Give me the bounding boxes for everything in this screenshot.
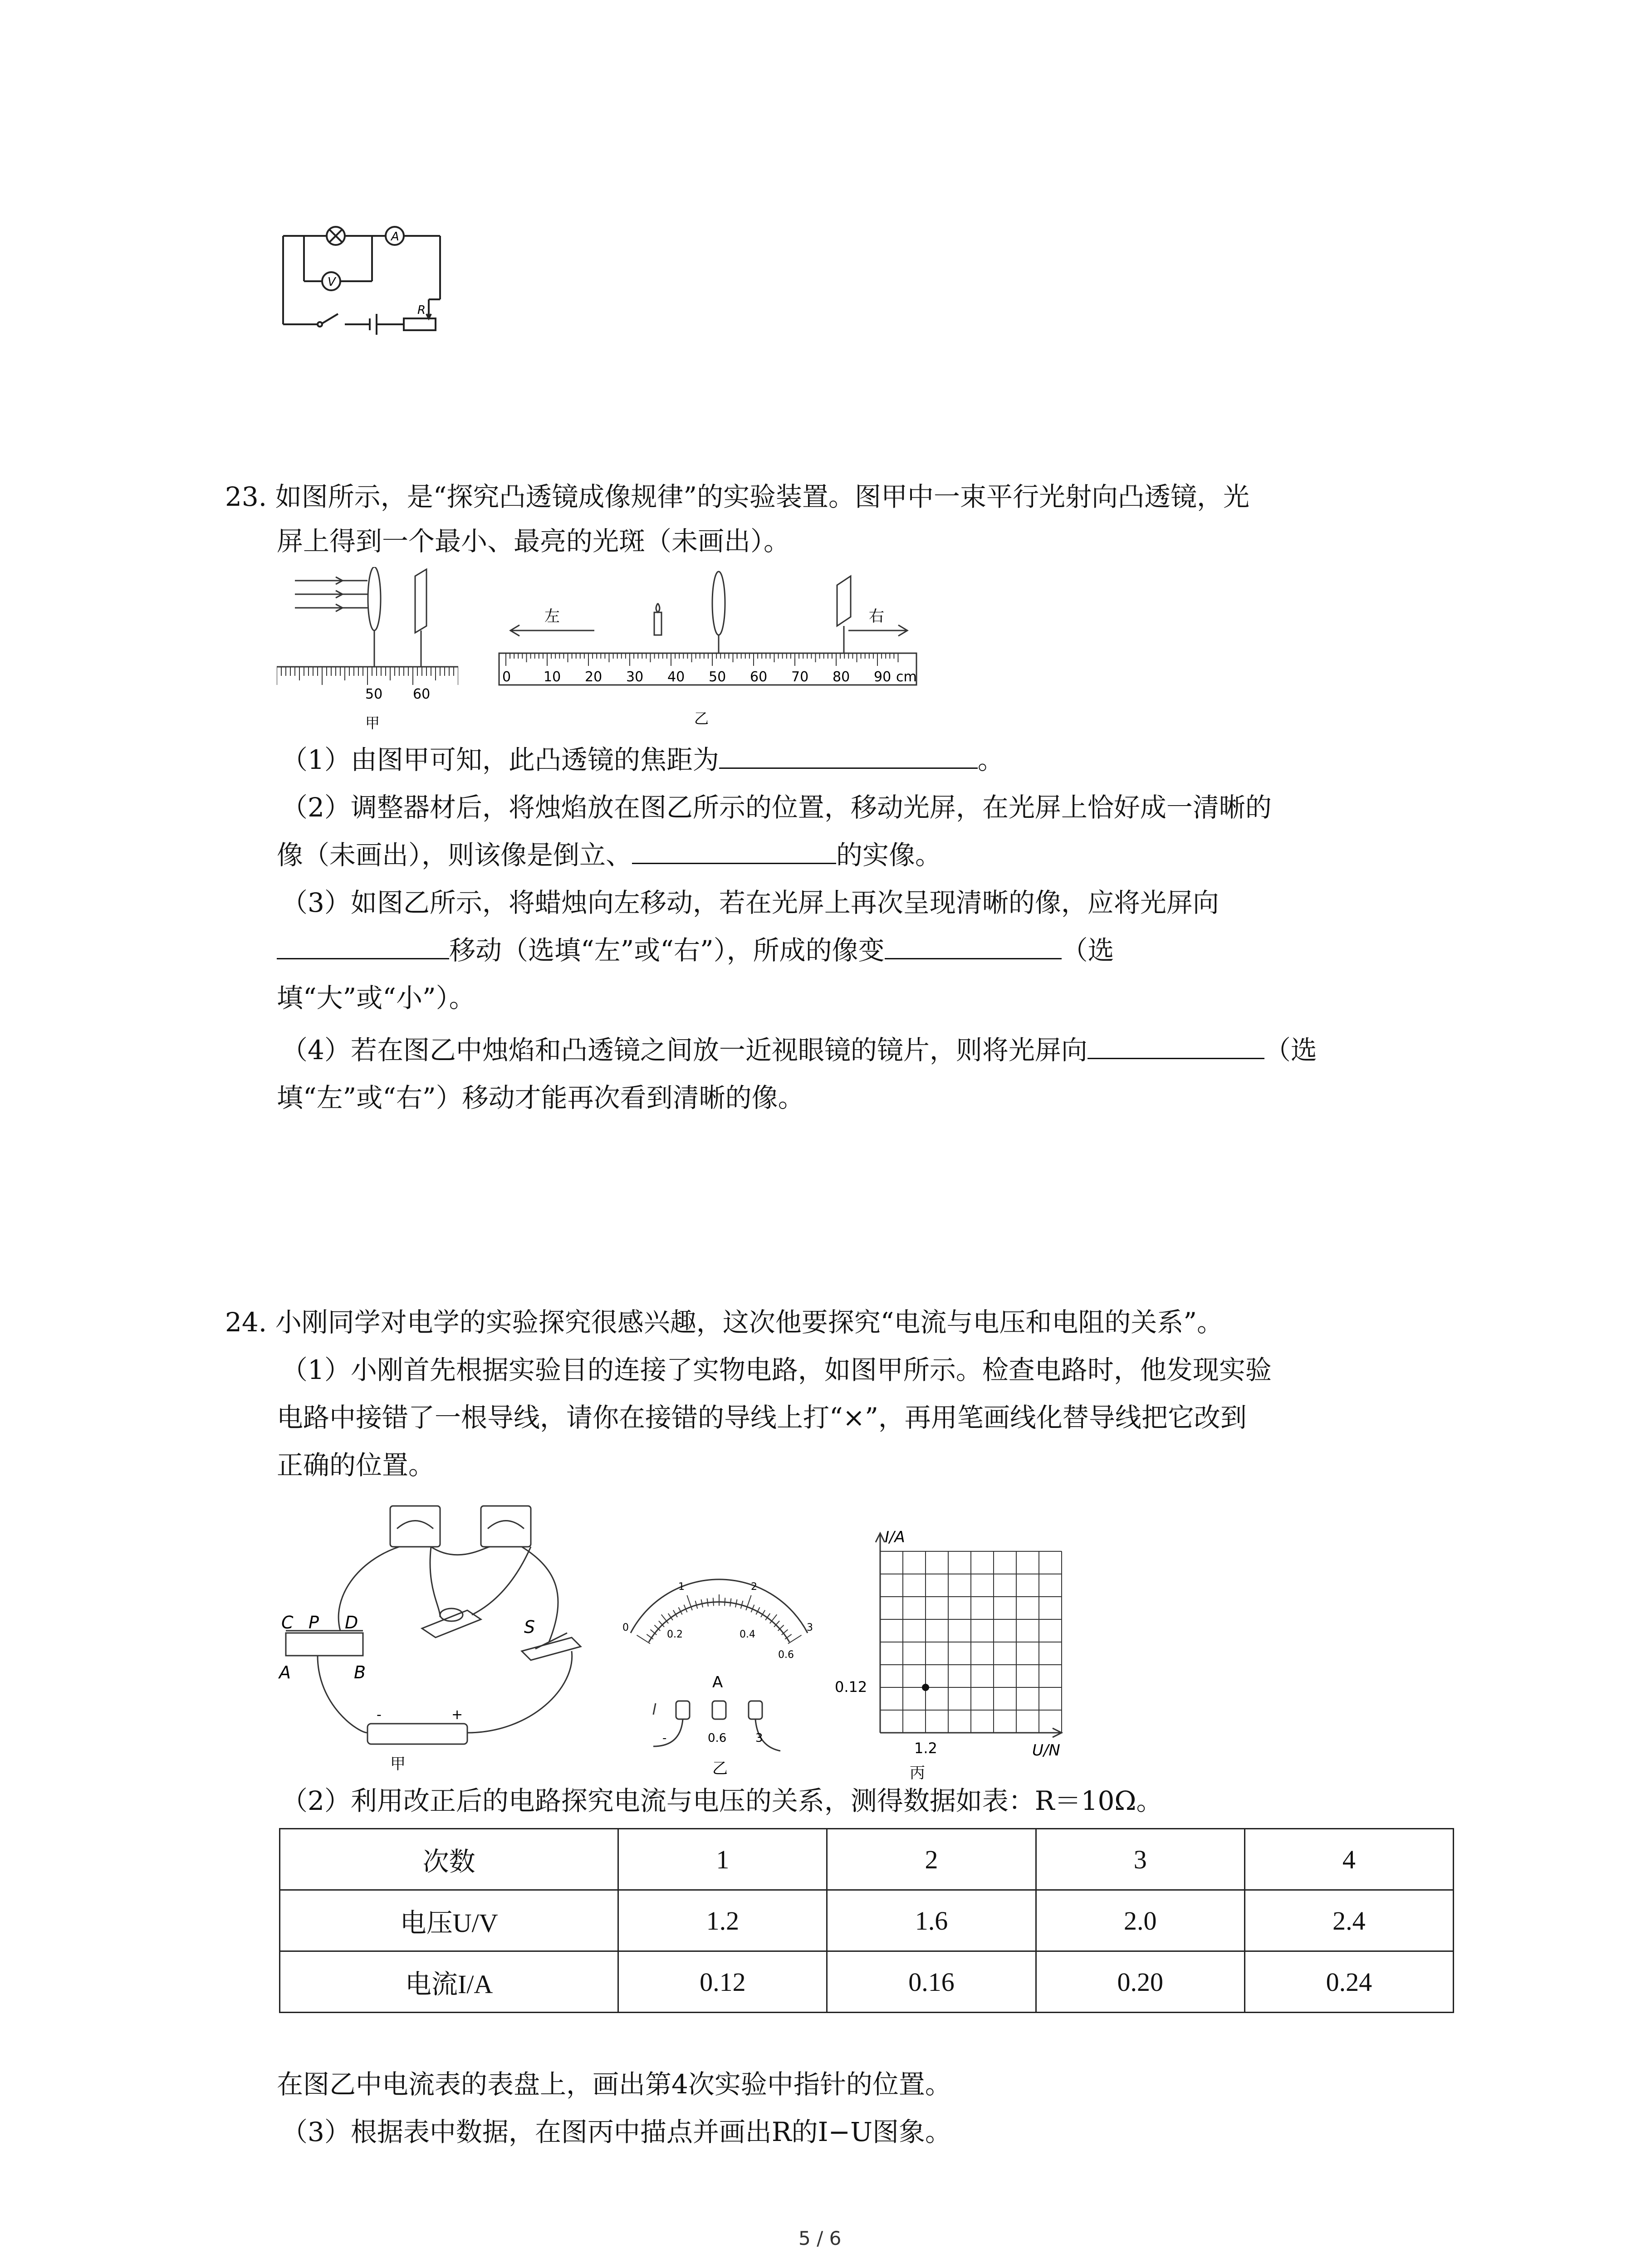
q23-jia-tick-50: 50 (365, 686, 383, 702)
dial-terminal-minus: - (662, 1731, 667, 1745)
q24-part1-line1: （1）小刚首先根据实验目的连接了实物电路，如图甲所示。检查电路时，他发现实验 (281, 1354, 1272, 1385)
table-row (280, 1829, 1454, 1890)
table-cell: 2.4 (1244, 1890, 1453, 1951)
q23-intro-line1: 如图所示，是“探究凸透镜成像规律”的实验装置。图甲中一束平行光射向凸透镜，光 (275, 481, 1249, 512)
table-row (280, 1951, 1454, 2013)
q23-yi-tick-label: 80 (833, 669, 850, 685)
table-cell: 2.0 (1036, 1890, 1244, 1951)
rheostat-label: R (417, 303, 426, 317)
q23-part2-line1: （2）调整器材后，将烛焰放在图乙所示的位置，移动光屏，在光屏上恰好成一清晰的 (281, 792, 1272, 823)
q24-line1 (225, 1306, 1223, 1338)
q23-yi-tick-label: 70 (791, 669, 809, 685)
q24-number: 24. (225, 1307, 267, 1338)
q23-yi-tick-label: 30 (626, 669, 644, 685)
q23-yi-unit: cm (896, 669, 917, 685)
q23-jia-tick-60: 60 (413, 686, 431, 702)
dial-scale-3: 3 (807, 1622, 813, 1633)
q24-data-table (279, 1828, 1454, 2013)
q23-left-arrow-label: 左 (544, 607, 560, 626)
q24-part1-line3: 正确的位置。 (277, 1450, 435, 1481)
table-cell: 1.2 (618, 1890, 827, 1951)
q24-battery-plus: + (451, 1707, 463, 1723)
grid-x-tick: 1.2 (914, 1740, 937, 1757)
q24-part3: （3）根据表中数据，在图丙中描点并画出R的I−U图象。 (281, 2116, 951, 2147)
q23-part3-line2: 移动（选填“左”或“右”），所成的像变 （选 (277, 934, 1114, 966)
q24-label-A: A (279, 1662, 291, 1682)
q23-part4-line1: （4）若在图乙中烛焰和凸透镜之间放一近视眼镜的镜片，则将光屏向 （选 (281, 1035, 1317, 1066)
table-cell: 电压U/V (280, 1890, 618, 1951)
q24-label-S: S (524, 1617, 535, 1637)
q23-line1 (225, 481, 1249, 513)
grid-sample-point (922, 1684, 929, 1691)
q23-number: 23. (225, 481, 267, 512)
table-cell: 4 (1244, 1829, 1453, 1890)
q24-part1-line2: 电路中接错了一根导线，请你在接错的导线上打“×”，再用笔画线化替导线把它改到 (277, 1402, 1247, 1433)
q23-jia-caption: 甲 (365, 714, 380, 732)
dial-scale-02: 0.2 (667, 1629, 683, 1640)
q23-blank-screen-direction[interactable] (277, 934, 449, 959)
dial-scale-0: 0 (622, 1622, 629, 1633)
table-cell: 1 (618, 1829, 827, 1890)
q23-figure-yi (490, 567, 926, 735)
table-cell: 3 (1036, 1829, 1244, 1890)
table-row (280, 1890, 1454, 1951)
q24-intro: 小刚同学对电学的实验探究很感兴趣，这次他要探究“电流与电压和电阻的关系”。 (275, 1307, 1223, 1338)
table-cell: 0.24 (1244, 1951, 1453, 2013)
q23-intro-line2: 屏上得到一个最小、最亮的光斑（未画出）。 (277, 526, 790, 557)
q23-yi-tick-label: 60 (750, 669, 768, 685)
grid-y-label: I/A (885, 1528, 905, 1546)
q23-yi-tick-label: 90 (874, 669, 892, 685)
q23-blank-image-change[interactable] (885, 934, 1062, 959)
q23-right-arrow-label: 右 (869, 607, 884, 626)
page-number: 5 / 6 (798, 2227, 842, 2249)
q23-part1: （1）由图甲可知，此凸透镜的焦距为 。 (281, 744, 1004, 775)
q24-label-B: B (354, 1662, 366, 1682)
voltmeter-label: V (328, 275, 336, 289)
q24-jia-caption: 甲 (390, 1755, 406, 1773)
q23-blank-myopia-direction[interactable] (1087, 1034, 1264, 1059)
q23-yi-tick-label: 50 (709, 669, 726, 685)
dial-terminal-3: 3 (755, 1731, 763, 1745)
q23-yi-tick-label: 20 (585, 669, 603, 685)
q23-part4-line2: 填“左”或“右”）移动才能再次看到清晰的像。 (277, 1082, 804, 1113)
circuit-diagram-top (277, 218, 449, 340)
q24-part2: （2）利用改正后的电路探究电流与电压的关系，测得数据如表：R＝10Ω。 (281, 1785, 1163, 1816)
dial-scale-1: 1 (678, 1581, 685, 1593)
table-cell: 电流I/A (280, 1951, 618, 2013)
q24-label-P: P (309, 1613, 319, 1633)
q23-yi-tick-label: 40 (667, 669, 685, 685)
q23-yi-caption: 乙 (694, 710, 709, 727)
q24-bing-caption: 丙 (910, 1764, 925, 1782)
ammeter-label: A (391, 230, 399, 244)
table-cell: 0.20 (1036, 1951, 1244, 2013)
q23-blank-focal-length[interactable] (719, 744, 978, 769)
q23-yi-tick-label: 0 (502, 669, 511, 685)
q24-label-C: C (281, 1613, 294, 1633)
q23-blank-image-size[interactable] (632, 839, 836, 864)
table-cell: 2 (827, 1829, 1036, 1890)
dial-scale-2: 2 (751, 1581, 757, 1593)
dial-scale-06: 0.6 (778, 1649, 794, 1661)
q23-figure-jia (277, 567, 458, 735)
q23-part3-line3: 填“大”或“小”）。 (277, 982, 475, 1013)
dial-scale-04: 0.4 (740, 1629, 755, 1640)
q23-part2-line2: 像（未画出），则该像是倒立、 的实像。 (277, 840, 942, 870)
table-cell: 1.6 (827, 1890, 1036, 1951)
q24-figure-jia (277, 1497, 603, 1774)
table-cell: 次数 (280, 1829, 618, 1890)
grid-y-tick: 0.12 (835, 1678, 867, 1696)
q23-yi-tick-label: 10 (544, 669, 561, 685)
q24-after-table: 在图乙中电流表的表盘上，画出第4次实验中指针的位置。 (277, 2069, 951, 2100)
dial-meter-label: A (712, 1673, 723, 1691)
dial-terminal-06: 0.6 (708, 1731, 727, 1745)
q24-figure-bing-grid (826, 1520, 1080, 1783)
q24-battery-minus: - (377, 1707, 382, 1723)
grid-x-label: U/N (1032, 1741, 1060, 1760)
q24-yi-caption: 乙 (712, 1760, 728, 1778)
table-cell: 0.12 (618, 1951, 827, 2013)
q23-part3-line1: （3）如图乙所示，将蜡烛向左移动，若在光屏上再次呈现清晰的像，应将光屏向 (281, 887, 1219, 918)
q24-figure-yi-ammeter (617, 1551, 821, 1778)
table-cell: 0.16 (827, 1951, 1036, 2013)
q24-label-D: D (345, 1613, 358, 1633)
